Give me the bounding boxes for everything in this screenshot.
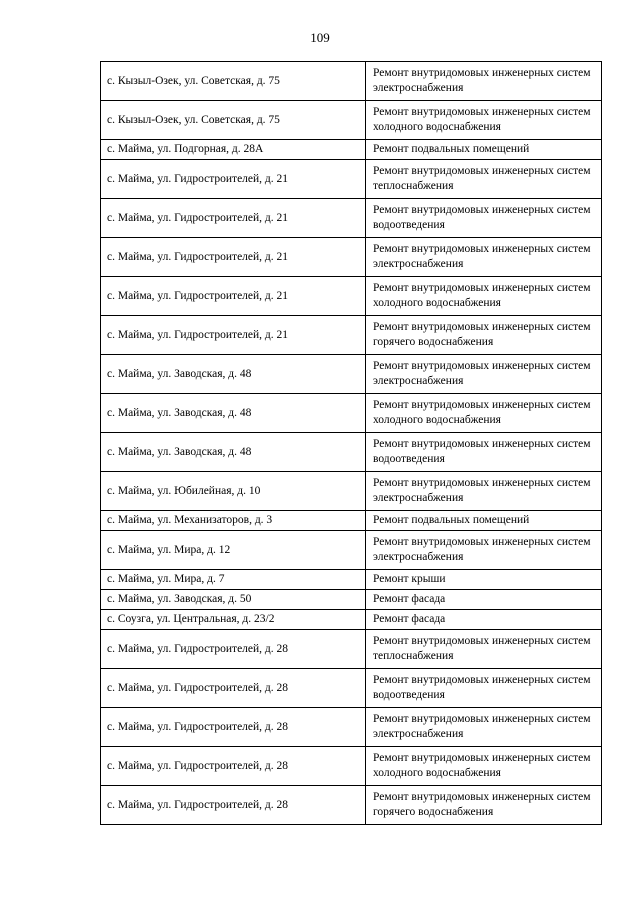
work-type-cell: Ремонт внутридомовых инженерных систем водоотведения	[366, 669, 602, 708]
table-row	[101, 630, 602, 669]
table-row	[101, 433, 602, 472]
address-cell: с. Майма, ул. Заводская, д. 48	[101, 433, 366, 472]
table-row	[101, 140, 602, 160]
address-cell: с. Соузга, ул. Центральная, д. 23/2	[101, 610, 366, 630]
table-row	[101, 277, 602, 316]
works-table	[100, 61, 602, 825]
work-type-cell: Ремонт внутридомовых инженерных систем электроснабжения	[366, 472, 602, 511]
address-cell: с. Майма, ул. Гидростроителей, д. 21	[101, 199, 366, 238]
work-type-cell: Ремонт внутридомовых инженерных систем электроснабжения	[366, 62, 602, 101]
table-row	[101, 101, 602, 140]
table-row	[101, 747, 602, 786]
table-row	[101, 570, 602, 590]
address-cell: с. Майма, ул. Гидростроителей, д. 28	[101, 708, 366, 747]
table-row	[101, 590, 602, 610]
address-cell: с. Майма, ул. Подгорная, д. 28А	[101, 140, 366, 160]
address-cell: с. Кызыл-Озек, ул. Советская, д. 75	[101, 62, 366, 101]
address-cell: с. Майма, ул. Юбилейная, д. 10	[101, 472, 366, 511]
table-row	[101, 708, 602, 747]
work-type-cell: Ремонт фасада	[366, 590, 602, 610]
work-type-cell: Ремонт фасада	[366, 610, 602, 630]
table-row	[101, 511, 602, 531]
table-row	[101, 786, 602, 825]
address-cell: с. Майма, ул. Заводская, д. 50	[101, 590, 366, 610]
address-cell: с. Майма, ул. Гидростроителей, д. 21	[101, 238, 366, 277]
work-type-cell: Ремонт подвальных помещений	[366, 140, 602, 160]
work-type-cell: Ремонт внутридомовых инженерных систем электроснабжения	[366, 531, 602, 570]
work-type-cell: Ремонт внутридомовых инженерных систем горячего водоснабжения	[366, 786, 602, 825]
work-type-cell: Ремонт внутридомовых инженерных систем электроснабжения	[366, 708, 602, 747]
work-type-cell: Ремонт внутридомовых инженерных систем теплоснабжения	[366, 630, 602, 669]
table-row	[101, 62, 602, 101]
table-row	[101, 610, 602, 630]
table-row	[101, 160, 602, 199]
address-cell: с. Майма, ул. Механизаторов, д. 3	[101, 511, 366, 531]
table-row	[101, 669, 602, 708]
work-type-cell: Ремонт крыши	[366, 570, 602, 590]
work-type-cell: Ремонт подвальных помещений	[366, 511, 602, 531]
table-row	[101, 472, 602, 511]
work-type-cell: Ремонт внутридомовых инженерных систем электроснабжения	[366, 238, 602, 277]
address-cell: с. Майма, ул. Гидростроителей, д. 28	[101, 786, 366, 825]
address-cell: с. Майма, ул. Заводская, д. 48	[101, 355, 366, 394]
table-row	[101, 355, 602, 394]
page-number: 109	[310, 30, 330, 45]
address-cell: с. Майма, ул. Гидростроителей, д. 28	[101, 630, 366, 669]
work-type-cell: Ремонт внутридомовых инженерных систем теплоснабжения	[366, 160, 602, 199]
work-type-cell: Ремонт внутридомовых инженерных систем водоотведения	[366, 199, 602, 238]
works-table-body	[101, 62, 602, 825]
table-row	[101, 238, 602, 277]
work-type-cell: Ремонт внутридомовых инженерных систем электроснабжения	[366, 355, 602, 394]
address-cell: с. Майма, ул. Гидростроителей, д. 28	[101, 747, 366, 786]
address-cell: с. Майма, ул. Гидростроителей, д. 21	[101, 316, 366, 355]
address-cell: с. Кызыл-Озек, ул. Советская, д. 75	[101, 101, 366, 140]
address-cell: с. Майма, ул. Гидростроителей, д. 28	[101, 669, 366, 708]
work-type-cell: Ремонт внутридомовых инженерных систем холодного водоснабжения	[366, 101, 602, 140]
table-row	[101, 531, 602, 570]
work-type-cell: Ремонт внутридомовых инженерных систем холодного водоснабжения	[366, 747, 602, 786]
address-cell: с. Майма, ул. Заводская, д. 48	[101, 394, 366, 433]
table-row	[101, 199, 602, 238]
table-row	[101, 394, 602, 433]
work-type-cell: Ремонт внутридомовых инженерных систем водоотведения	[366, 433, 602, 472]
address-cell: с. Майма, ул. Гидростроителей, д. 21	[101, 160, 366, 199]
address-cell: с. Майма, ул. Мира, д. 7	[101, 570, 366, 590]
work-type-cell: Ремонт внутридомовых инженерных систем холодного водоснабжения	[366, 277, 602, 316]
address-cell: с. Майма, ул. Мира, д. 12	[101, 531, 366, 570]
address-cell: с. Майма, ул. Гидростроителей, д. 21	[101, 277, 366, 316]
table-row	[101, 316, 602, 355]
work-type-cell: Ремонт внутридомовых инженерных систем горячего водоснабжения	[366, 316, 602, 355]
work-type-cell: Ремонт внутридомовых инженерных систем холодного водоснабжения	[366, 394, 602, 433]
